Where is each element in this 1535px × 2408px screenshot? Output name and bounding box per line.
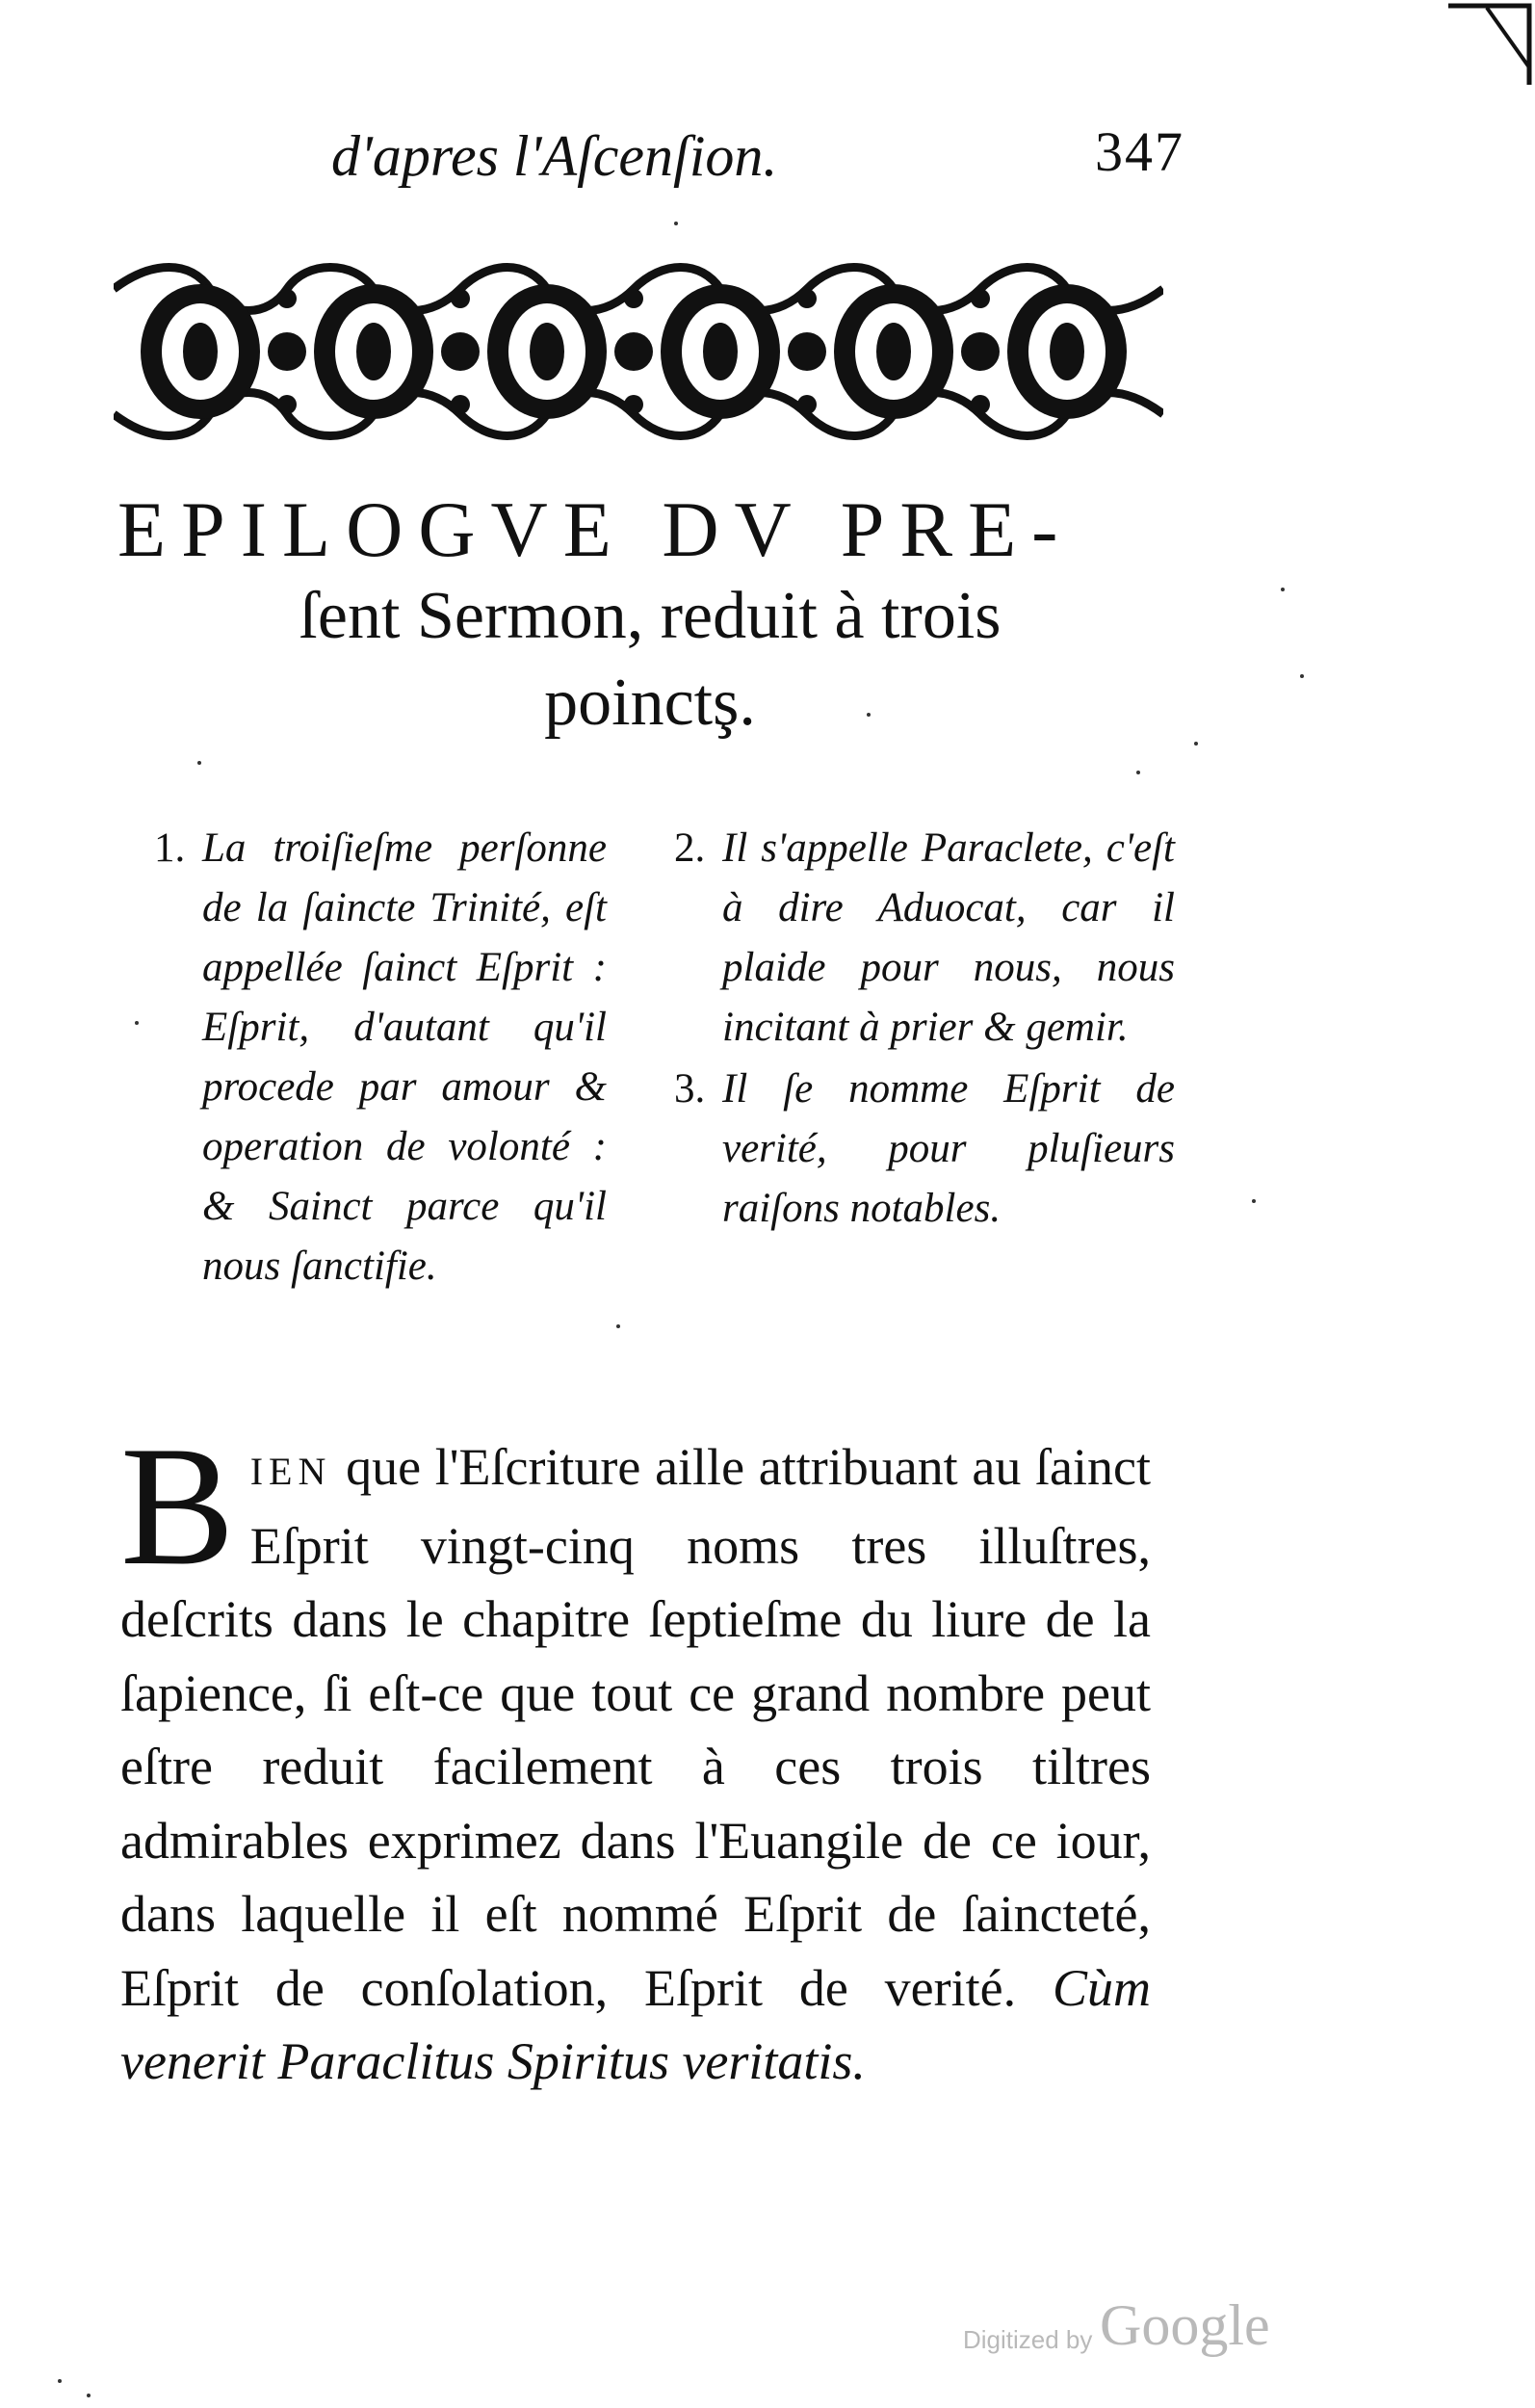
- summary-left-column: [154, 819, 607, 1296]
- running-head-title: d'apres l'Aſcenſion.: [331, 124, 778, 188]
- heading-line-2: ſent Sermon, reduit à trois: [299, 579, 1002, 653]
- point-text: La troiſieſme perſonne de la ſaincte Trinité, eſt appellée ſainct Eſprit : Eſprit, d'autant qu'il procede par amour & operation de volonté : & Sainct parce qu'il nous ſanctifie.: [202, 825, 607, 1289]
- point-number: 3.: [674, 1066, 706, 1112]
- drop-cap: B: [120, 1410, 235, 1601]
- google-logo: Google: [1100, 2293, 1270, 2357]
- point-text: Il s'appelle Paraclete, c'eſt à dire Aduocat, car il plaide pour nous, nous incitant à prier & gemir.: [722, 825, 1175, 1050]
- summary-columns: [154, 819, 1175, 1358]
- point-number: 1.: [154, 825, 186, 871]
- summary-point: [154, 819, 607, 1296]
- latin-quotation: Cùm venerit Paraclitus Spiritus veritatis.: [120, 1958, 1151, 2090]
- heading-line-1: EPILOGVE DV PRE-: [117, 485, 1074, 573]
- point-text: Il ſe nomme Eſprit de verité, pour pluſieurs raiſons notables.: [722, 1066, 1175, 1231]
- ornamental-band: [114, 260, 1163, 443]
- summary-right-column: [674, 819, 1175, 1239]
- point-number: 2.: [674, 825, 706, 871]
- page-corner-fold: [1448, 0, 1535, 87]
- summary-point: [674, 1060, 1175, 1239]
- opening-smallcaps: IEN: [249, 1450, 332, 1493]
- chapter-heading: [116, 486, 1184, 746]
- watermark-prefix: Digitized by: [963, 2325, 1093, 2354]
- page-number: 347: [1095, 120, 1184, 183]
- paragraph-text: que l'Eſcriture aille attribuant au ſainct Eſprit vingt-cinq noms tres illuſtres, deſcrits dans le chapitre ſeptieſme du liure de la ſapience, ſi eſt-ce que tout ce grand nombre peut eſtre reduit facilement à ces trois tiltres admirables exprimez dans l'Euangile de ce iour, dans laquelle il eſt nommé Eſprit de ſaincteté, Eſprit de conſolation, Eſprit de verité.: [120, 1438, 1151, 2017]
- heading-line-3: poinctş.: [544, 666, 756, 740]
- running-head: [318, 114, 1184, 200]
- body-paragraph: [120, 1410, 1151, 2099]
- summary-point: [674, 819, 1175, 1058]
- digitized-watermark: [963, 2292, 1310, 2360]
